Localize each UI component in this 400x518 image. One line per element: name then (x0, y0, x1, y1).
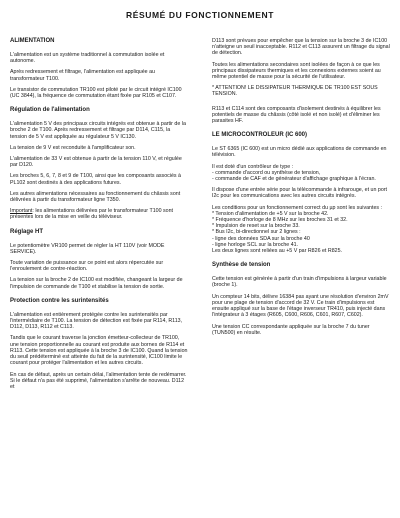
section-continuation (212, 38, 390, 124)
paragraph: L'alimentation de 33 V est obtenue à partir de la tension 110 V, et régulée par D120. (10, 156, 182, 169)
paragraph: L'alimentation est entièrement protégée contre les surintensités par l'intermédiaire de T100. La tension de détection est fixée par R114, R113, D112, D113, R112 et C113. (10, 311, 183, 331)
right-column (212, 38, 390, 398)
list-item: - ligne horloge SCL sur la broche 41. (212, 241, 299, 248)
list-item: - ligne des données SDA sur la broche 40 (212, 235, 310, 242)
paragraph: Après redressement et filtrage, l'alimentation est appliquée au transformateur T100. (10, 69, 155, 82)
list-item: * Bus I2c, bi-directionnel sur 2 lignes : (212, 229, 301, 236)
paragraph: La tension de 9 V est reconduite à l'amplificateur son. (10, 144, 136, 151)
paragraph: D113 sont prévues pour empêcher que la tension sur la broche 3 de IC100 n'atteigne un seuil inacceptable. R112 et C113 assurent un filtrage du signal de détection. (212, 38, 390, 57)
paragraph: L'alimentation est un système traditionnel à commutation isolée et autonome. (10, 52, 165, 65)
section-alimentation (10, 38, 188, 99)
paragraph-important (10, 208, 188, 220)
warning-text: * ATTENTION! LE DISSIPATEUR THERMIQUE DE TR100 EST SOUS TENSION. (212, 85, 378, 98)
list-item: * Tension d'alimentation de +5 V sur la broche 42. (212, 210, 329, 217)
heading-reglage-ht: Réglage HT (10, 228, 44, 235)
paragraph: L'alimentation 5 V des principaux circuits intégrés est obtenue à partir de la broche 2 de T100. Après redressement et filtrage par D114, C115, la tension de 5 V est appliquée au régulateur 5 V IC130. (10, 121, 186, 140)
list-item: - commande d'accord ou synthèse de tension, (212, 169, 321, 176)
section-reglage-ht (10, 229, 188, 290)
heading-synthese: Synthèse de tension (212, 262, 271, 269)
paragraph: En cas de défaut, après un certain délai, l'alimentation tente de redémarrer. Si le défaut n'a pas été supprimé, l'alimentation s'arrête de nouveau. D112 et (10, 371, 187, 390)
heading-alimentation: ALIMENTATION (10, 38, 55, 44)
important-text: : les alimentations délivrées par le transformateur T100 sont présentes lors de la mise en veille du téléviseur. (10, 208, 174, 221)
paragraph: La tension sur la broche 2 de IC100 est modifiée, changeant la largeur de l'impulsion de commande de T100 et stabilise la tension de sortie. (10, 277, 183, 290)
list-item: - commande de CAF et de générateur d'affichage graphique à l'écran. (212, 176, 376, 183)
paragraph: Une tension CC correspondante appliquée sur la broche 7 du tuner (TUN500) en résulte. (212, 323, 370, 336)
paragraph: Il dispose d'une entrée série pour la télécommande à infrarouge, et un port I2c pour les communications avec les autres circuits intégrés. (212, 187, 388, 200)
paragraph: Toute variation de puissance sur ce point est alors répercutée sur l'enroulement de contre-réaction. (10, 260, 164, 273)
heading-microcontroleur: LE MICROCONTROLEUR (IC 600) (212, 132, 308, 139)
paragraph: Les autres alimentations nécessaires au fonctionnement du châssis sont délivrées à partir du transformateur ligne T350. (10, 190, 181, 204)
paragraph: Les conditions pour un fonctionnement correct du µp sont les suivantes : (212, 204, 383, 211)
paragraph: Le ST 6365 (IC 600) est un micro dédié aux applications de commande en télévision. (212, 146, 387, 159)
paragraph: Tandis que le courant traverse la jonction émetteur-collecteur de TR100, une tension proportionnelle au courant est produite aux bornes de R114 et R113. Cette tension est appliquée à la broche 3 de IC100. Quand la tension du seuil prédéterminé est atteinte du fait de la surintensité, IC100 limite le courant pour protéger l'alimentation et les autres circuits. (10, 335, 188, 367)
controller-functions-list (212, 170, 390, 182)
conditions-list (212, 211, 390, 254)
heading-regulation: Régulation de l'alimentation (10, 107, 90, 114)
paragraph: Les broches 5, 6, 7, 8 et 9 de T100, ainsi que les composants associés à PL102 sont destinés à des applications futures. (10, 173, 181, 186)
heading-protection: Protection contre les surintensités (10, 297, 109, 304)
page-title: RÉSUMÉ DU FONCTIONNEMENT (125, 10, 275, 20)
paragraph: Le transistor de commutation TR100 est piloté par le circuit intégré IC100 (UC 3844), la fréquence de commutation étant fixée par R105 et C107. (10, 86, 182, 100)
section-synthese (212, 262, 390, 336)
paragraph: Le potentiomètre VR100 permet de régler la HT 110V (voir MODE SERVICE). (10, 242, 165, 255)
list-item: Les deux lignes sont reliées au +5 V par R826 et R825. (212, 248, 343, 255)
list-item: * Fréquence d'horloge de 8 MHz sur les broches 31 et 32. (212, 217, 348, 224)
section-protection (10, 298, 188, 390)
section-microcontroleur (212, 132, 390, 254)
section-regulation (10, 107, 188, 220)
paragraph: Un compteur 14 bits, délivre 16384 pas ayant une résolution d'environ 2mV pour une plage de tension d'accord de 32 V. Ce train d'impulsions est ensuite appliqué sur la base de l'étage inverseur TR410, puis injecté dans l'intégrateur à 3 étages (R605, C600, R606, C601, R607, C602). (212, 293, 389, 319)
paragraph: Il est doté d'un contrôleur de type : (212, 163, 294, 170)
paragraph: Toutes les alimentations secondaires sont isolées de façon à ce que les principaux dissipateurs thermiques et les connexions externes soient au même potentiel de masse pour la sécurité de l'utilisateur. (212, 61, 381, 81)
important-label: Important (10, 208, 33, 215)
columns (10, 38, 390, 398)
paragraph: R113 et C114 sont des composants d'isolement destinés à équilibrer les potentiels de masse du châssis (côté isolé et non isolé) et d'éliminer les parasites HF. (212, 105, 381, 125)
left-column (10, 38, 188, 398)
paragraph: Cette tension est générée à partir d'un train d'impulsions à largeur variable (broche 1). (212, 276, 387, 289)
list-item: * Impulsion de reset sur la broche 33. (212, 223, 300, 230)
